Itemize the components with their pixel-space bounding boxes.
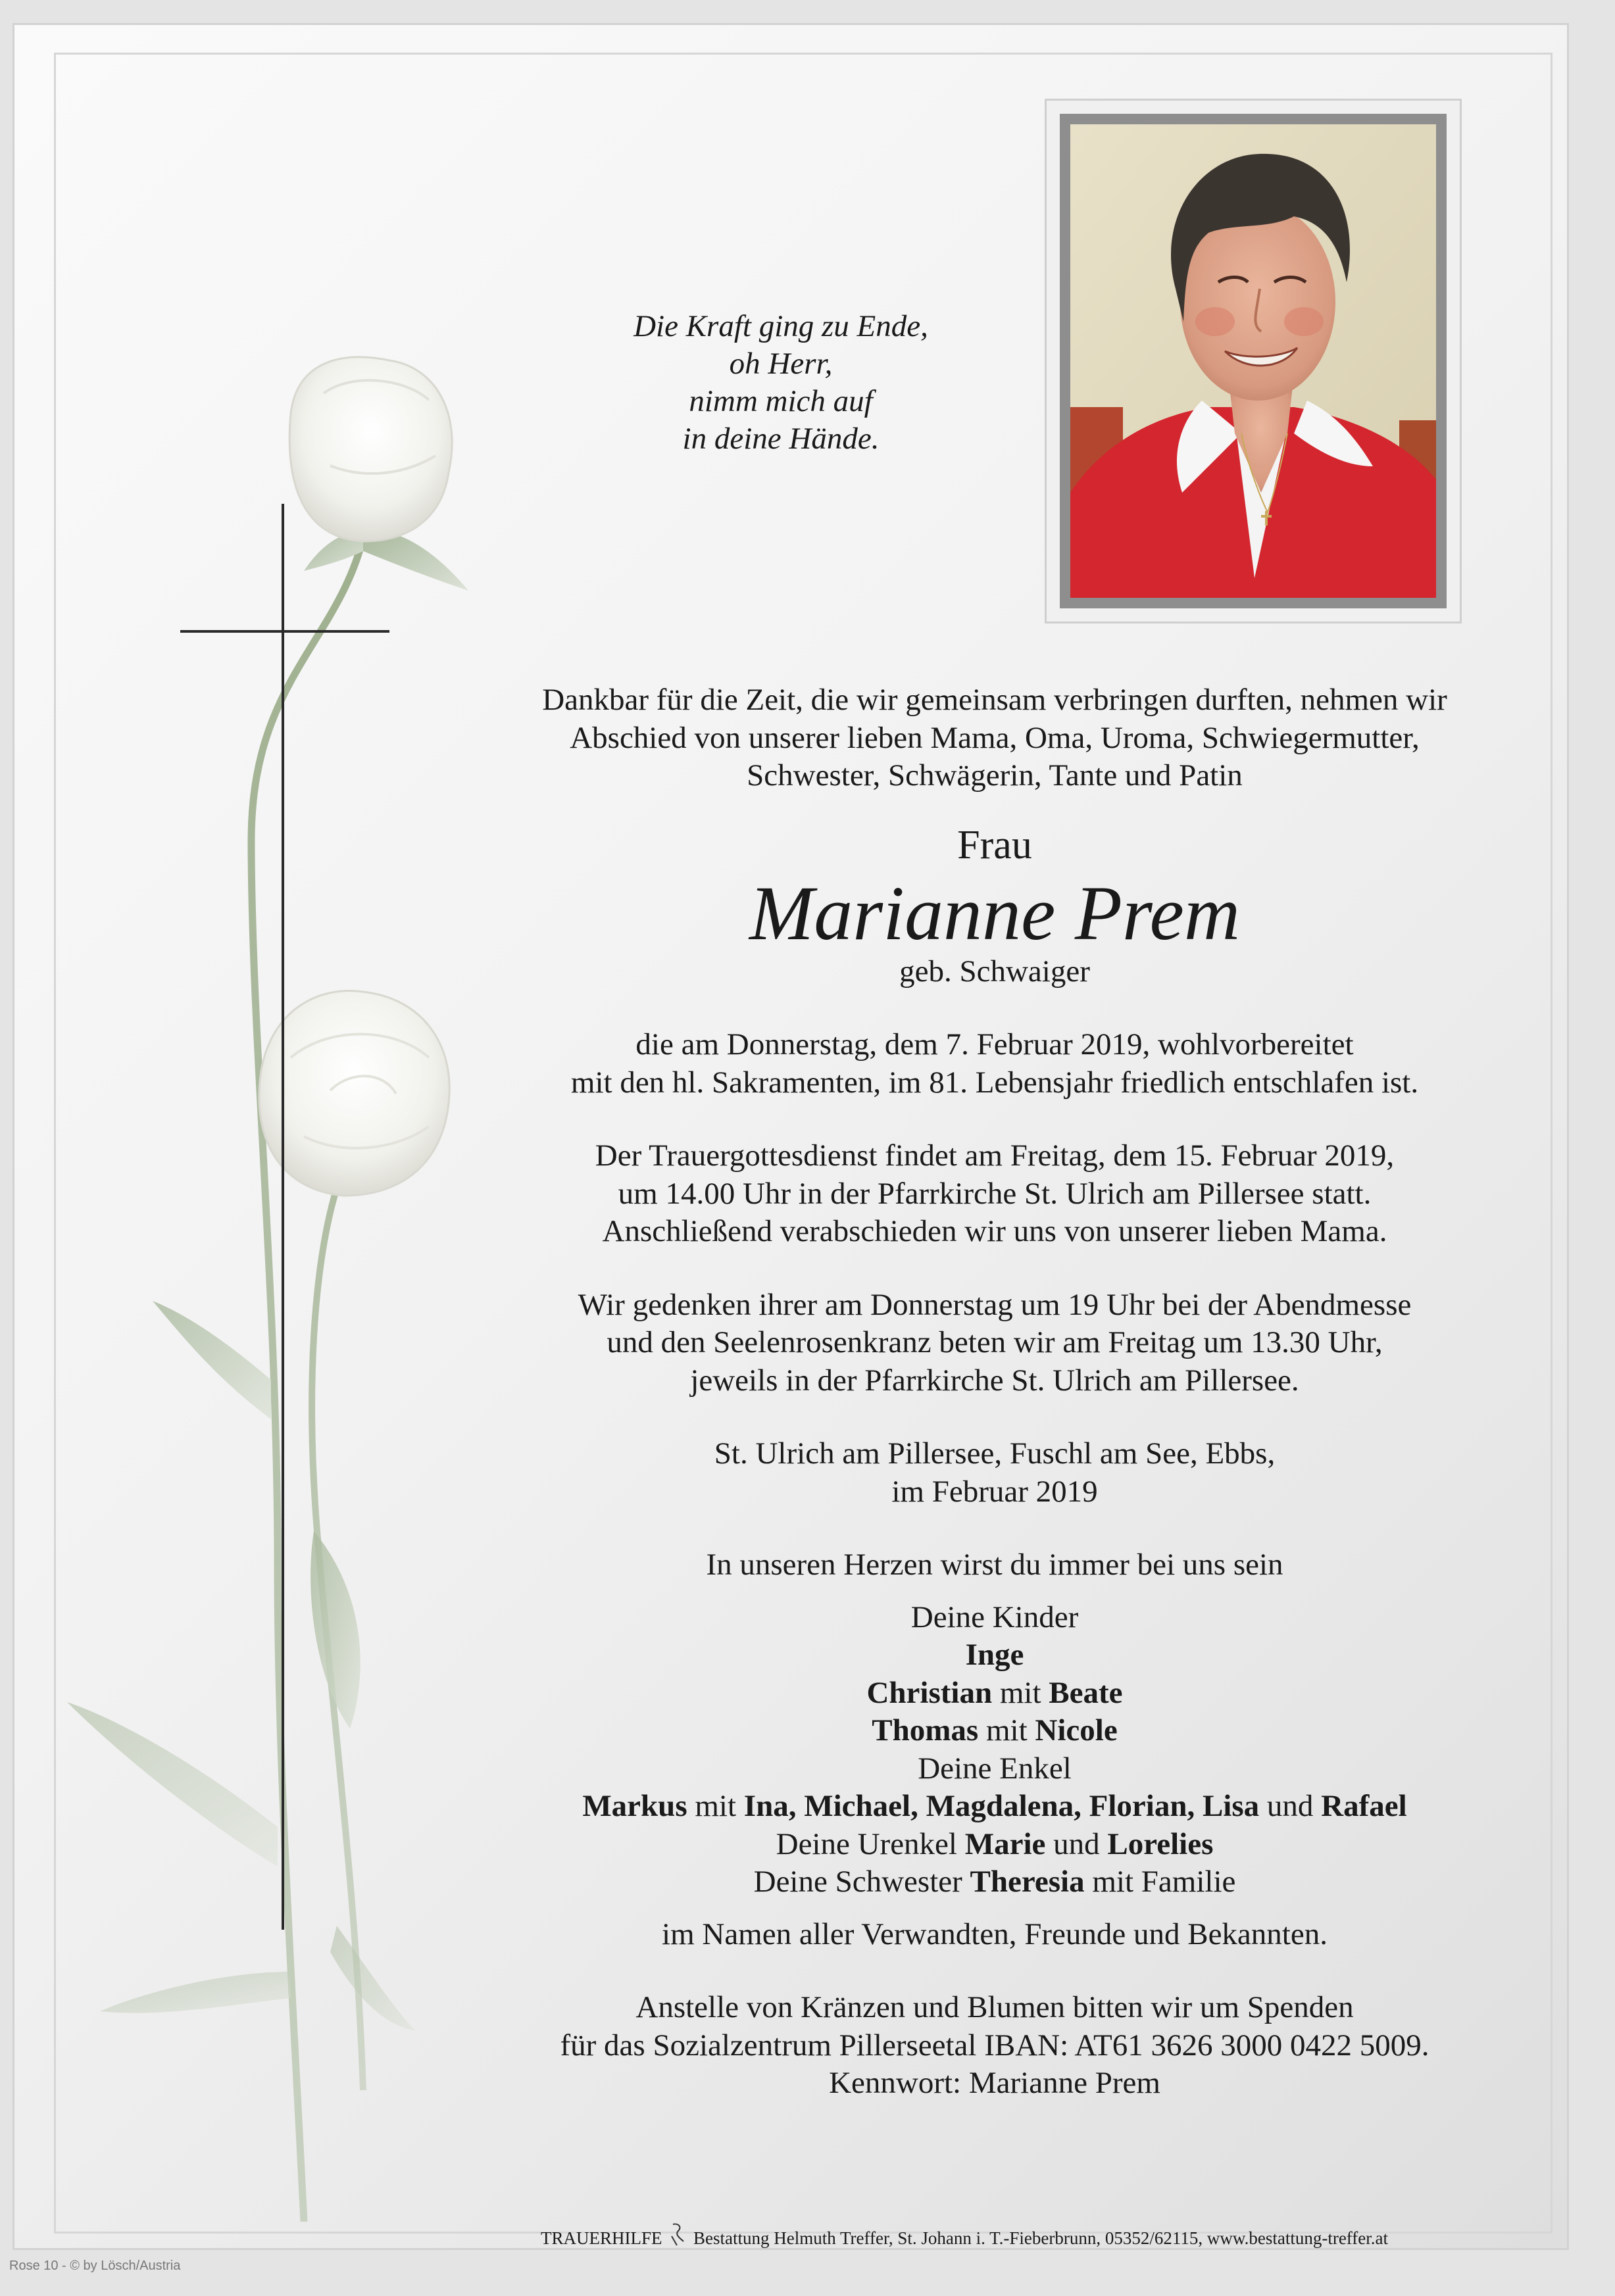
great-grandchildren-line [462,1826,1528,1864]
cross-horizontal [180,630,389,633]
sister-line [462,1863,1528,1901]
salutation: Frau [957,822,1032,867]
donation-line: Kennwort: Marianne Prem [829,2066,1160,2100]
great-grandchild-name: Marie [964,1826,1046,1861]
with-word: mit [985,1713,1028,1747]
footer-text: Bestattung Helmuth Treffer, St. Johann i. T.-Fieberbrunn, 05352/62115, www.bestattung-treffer.at [693,2228,1389,2248]
grandchild-name: Rafael [1321,1789,1407,1823]
partner-name: Nicole [1035,1713,1118,1747]
sister-suffix: mit Familie [1092,1865,1236,1899]
partner-name: Ina, [743,1789,797,1823]
place-date-line: St. Ulrich am Pillersee, Fuschl am See, Ebbs, [714,1436,1276,1471]
portrait-mat [1060,114,1447,608]
deceased-name: Marianne Prem [749,869,1241,956]
with-word: mit [999,1675,1041,1710]
bible-verse [524,308,1037,458]
verse-line: nimm mich auf [689,384,873,418]
partner-name: Beate [1049,1675,1123,1710]
place-date-line: im Februar 2019 [891,1474,1098,1509]
closing-line: In unseren Herzen wirst du immer bei uns sein [706,1548,1283,1582]
child-line [462,1712,1528,1750]
verse-line: Die Kraft ging zu Ende, [634,309,928,343]
great-grandchildren-label: Deine Urenkel [776,1826,957,1861]
donation-line: für das Sozialzentrum Pillerseetal IBAN: AT61 3626 3000 0422 5009. [560,2028,1429,2063]
memorial-line: und den Seelenrosenkranz beten wir am Freitag um 13.30 Uhr, [607,1325,1383,1359]
portrait-frame [1045,99,1462,623]
sister-name: Theresia [970,1865,1085,1899]
intro-line: Schwester, Schwägerin, Tante und Patin [747,758,1243,793]
with-word: mit [695,1789,737,1823]
portrait-photo [1070,124,1436,598]
grandchild-name: Markus [582,1789,687,1823]
great-grandchild-name: Lorelies [1107,1826,1214,1861]
intro-line: Abschied von unserer lieben Mama, Oma, Uroma, Schwiegermutter, [570,720,1420,755]
relatives-line: im Namen aller Verwandten, Freunde und Bekannten. [662,1917,1328,1951]
obituary-text [462,681,1528,2103]
child-line [462,1674,1528,1713]
trauerhilfe-logo-icon [669,2222,686,2247]
children-label: Deine Kinder [910,1600,1079,1634]
sister-label: Deine Schwester [753,1865,962,1899]
footer-brand: TRAUERHILFE [541,2228,662,2248]
funeral-line: Der Trauergottesdienst findet am Freitag, dem 15. Februar 2019, [595,1138,1395,1173]
funeral-home-footer [541,2222,1528,2249]
donation-line: Anstelle von Kränzen und Blumen bitten wir um Spenden [635,1990,1354,2024]
funeral-line: um 14.00 Uhr in der Pfarrkirche St. Ulrich am Pillersee statt. [618,1176,1372,1211]
grandchildren-label: Deine Enkel [918,1751,1072,1786]
child-line [462,1636,1528,1674]
verse-line: oh Herr, [729,347,833,381]
child-name: Inge [965,1638,1024,1672]
white-rose-illustration [54,314,475,2222]
child-name: Christian [866,1675,993,1710]
child-name: Thomas [872,1713,979,1747]
birth-name: geb. Schwaiger [899,954,1090,989]
intro-line: Dankbar für die Zeit, die wir gemeinsam verbringen durften, nehmen wir [542,683,1447,717]
memorial-line: jeweils in der Pfarrkirche St. Ulrich am Pillersee. [690,1363,1299,1398]
death-notice-line: die am Donnerstag, dem 7. Februar 2019, wohlvorbereitet [635,1027,1354,1062]
grandchildren-line [462,1788,1528,1826]
memorial-line: Wir gedenken ihrer am Donnerstag um 19 Uhr bei der Abendmesse [578,1287,1412,1322]
funeral-line: Anschließend verabschieden wir uns von unserer lieben Mama. [602,1214,1387,1248]
copyright-note: Rose 10 - © by Lösch/Austria [9,2259,181,2273]
verse-line: in deine Hände. [682,422,880,456]
and-word: und [1266,1789,1314,1823]
obituary-card [14,25,1567,2248]
death-notice-line: mit den hl. Sakramenten, im 81. Lebensjahr friedlich entschlafen ist. [570,1065,1419,1100]
cross-vertical [282,504,284,1930]
grandchildren-names: Michael, Magdalena, Florian, Lisa [804,1789,1260,1823]
and-word: und [1053,1826,1100,1861]
